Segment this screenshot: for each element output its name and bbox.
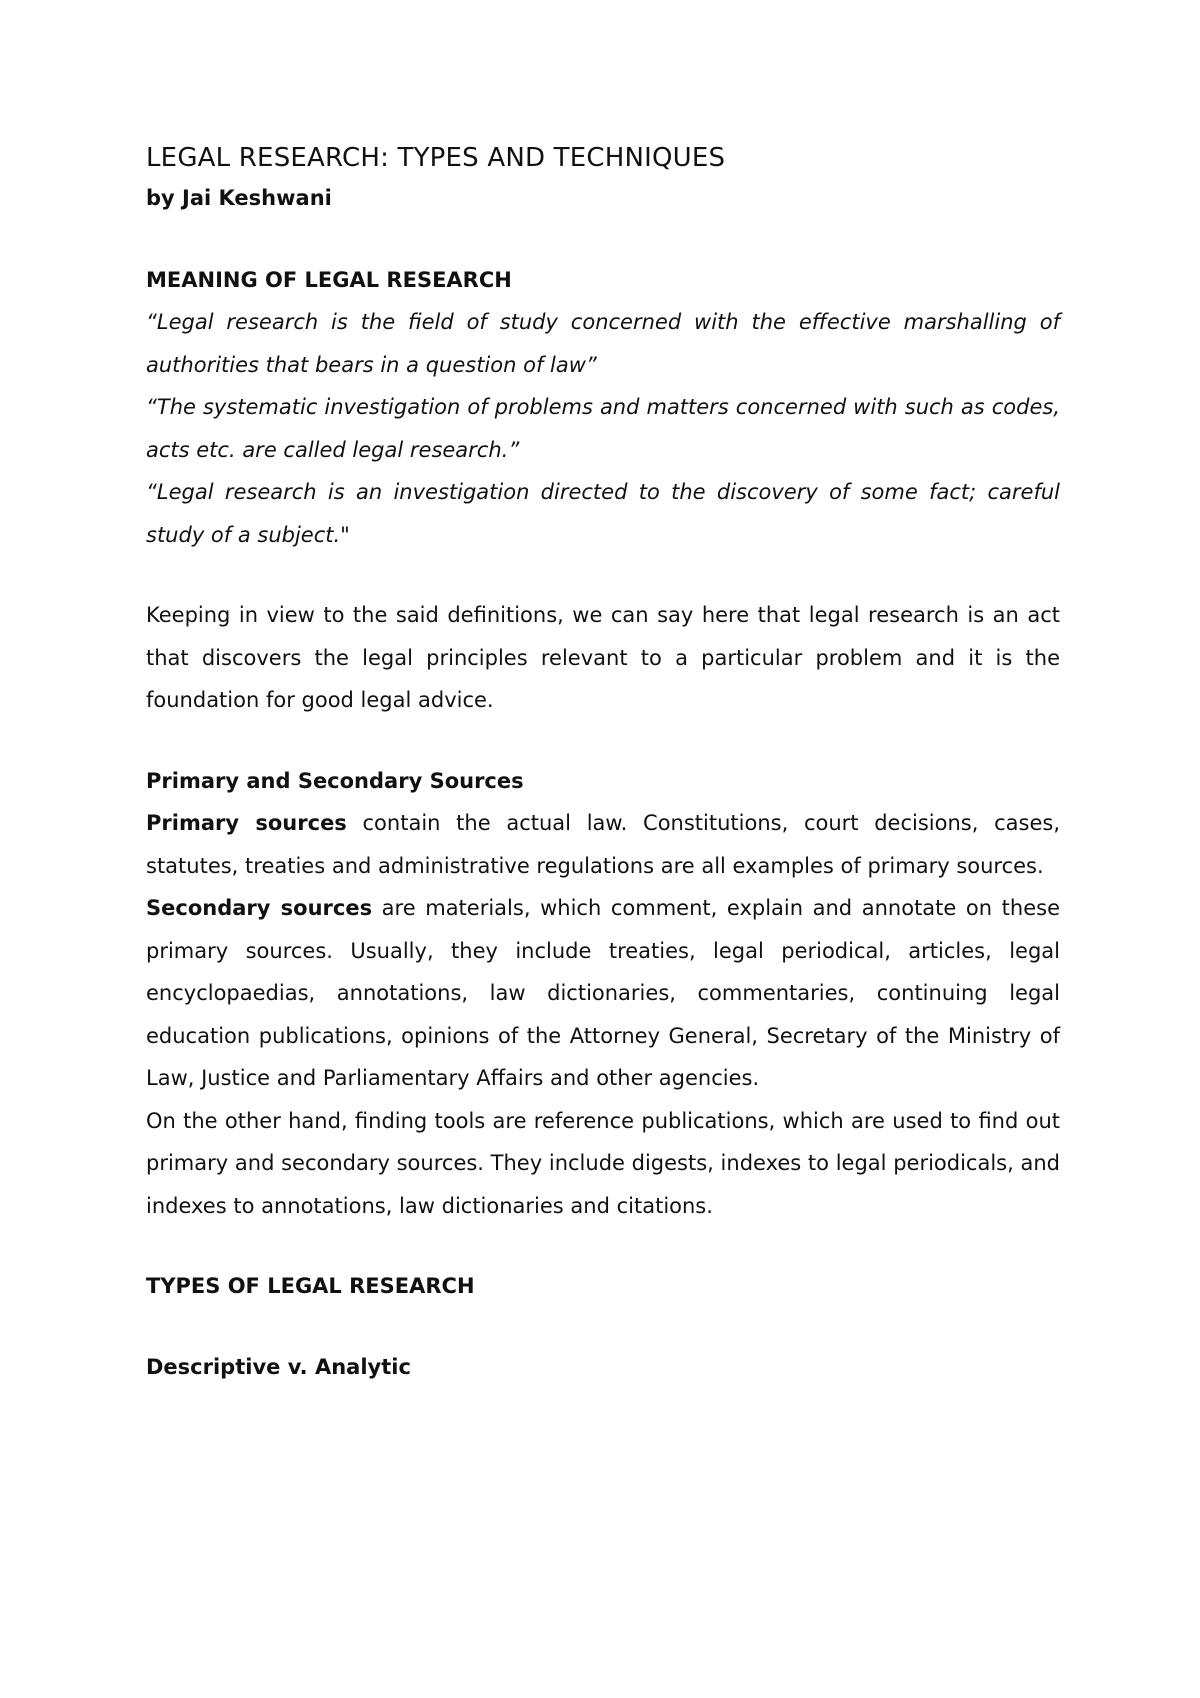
summary-paragraph: Keeping in view to the said definitions, we can say here that legal research is an act that discovers the legal principles relevant to a particular problem and it is the foundation for good legal advice. [146, 603, 1060, 712]
spacer [146, 722, 1060, 760]
descriptive-analytic-heading: Descriptive v. Analytic [146, 1354, 411, 1379]
spacer [146, 1227, 1060, 1265]
secondary-sources-term: Secondary sources [146, 896, 373, 920]
primary-sources-paragraph [146, 802, 1060, 887]
secondary-sources-paragraph [146, 887, 1060, 1100]
definition-2: “The systematic investigation of problems and matters concerned with such as codes, acts etc. are called legal research.” [146, 395, 1060, 462]
meaning-heading: MEANING OF LEGAL RESEARCH [146, 267, 512, 292]
spacer [146, 216, 1060, 259]
primary-sources-term: Primary sources [146, 811, 347, 835]
definition-1: “Legal research is the field of study concerned with the effective marshalling of authorities that bears in a question of law” [146, 310, 1060, 377]
sources-heading: Primary and Secondary Sources [146, 768, 524, 793]
secondary-sources-text: are materials, which comment, explain and annotate on these primary sources. Usually, they include treaties, legal periodical, articles, legal encyclopaedias, annotations, law dictionaries, commentaries, continuing legal education publications, opinions of the Attorney General, Secretary of the Ministry of Law, Justice and Parliamentary Affairs and other agencies. [146, 896, 1060, 1090]
spacer [146, 556, 1060, 594]
types-heading: TYPES OF LEGAL RESEARCH [146, 1274, 475, 1298]
document-page [146, 140, 1060, 1388]
definition-3: “Legal research is an investigation directed to the discovery of some fact; careful study of a subject." [146, 480, 1060, 547]
spacer [146, 1308, 1060, 1346]
document-title: LEGAL RESEARCH: TYPES AND TECHNIQUES [146, 143, 726, 173]
primary-sources-text: contain the actual law. Constitutions, court decisions, cases, statutes, treaties and administrative regulations are all examples of primary sources. [146, 811, 1060, 878]
finding-tools-paragraph: On the other hand, finding tools are reference publications, which are used to find out primary and secondary sources. They include digests, indexes to legal periodicals, and indexes to annotations, law dictionaries and citations. [146, 1108, 1060, 1218]
document-author: by Jai Keshwani [146, 186, 332, 210]
